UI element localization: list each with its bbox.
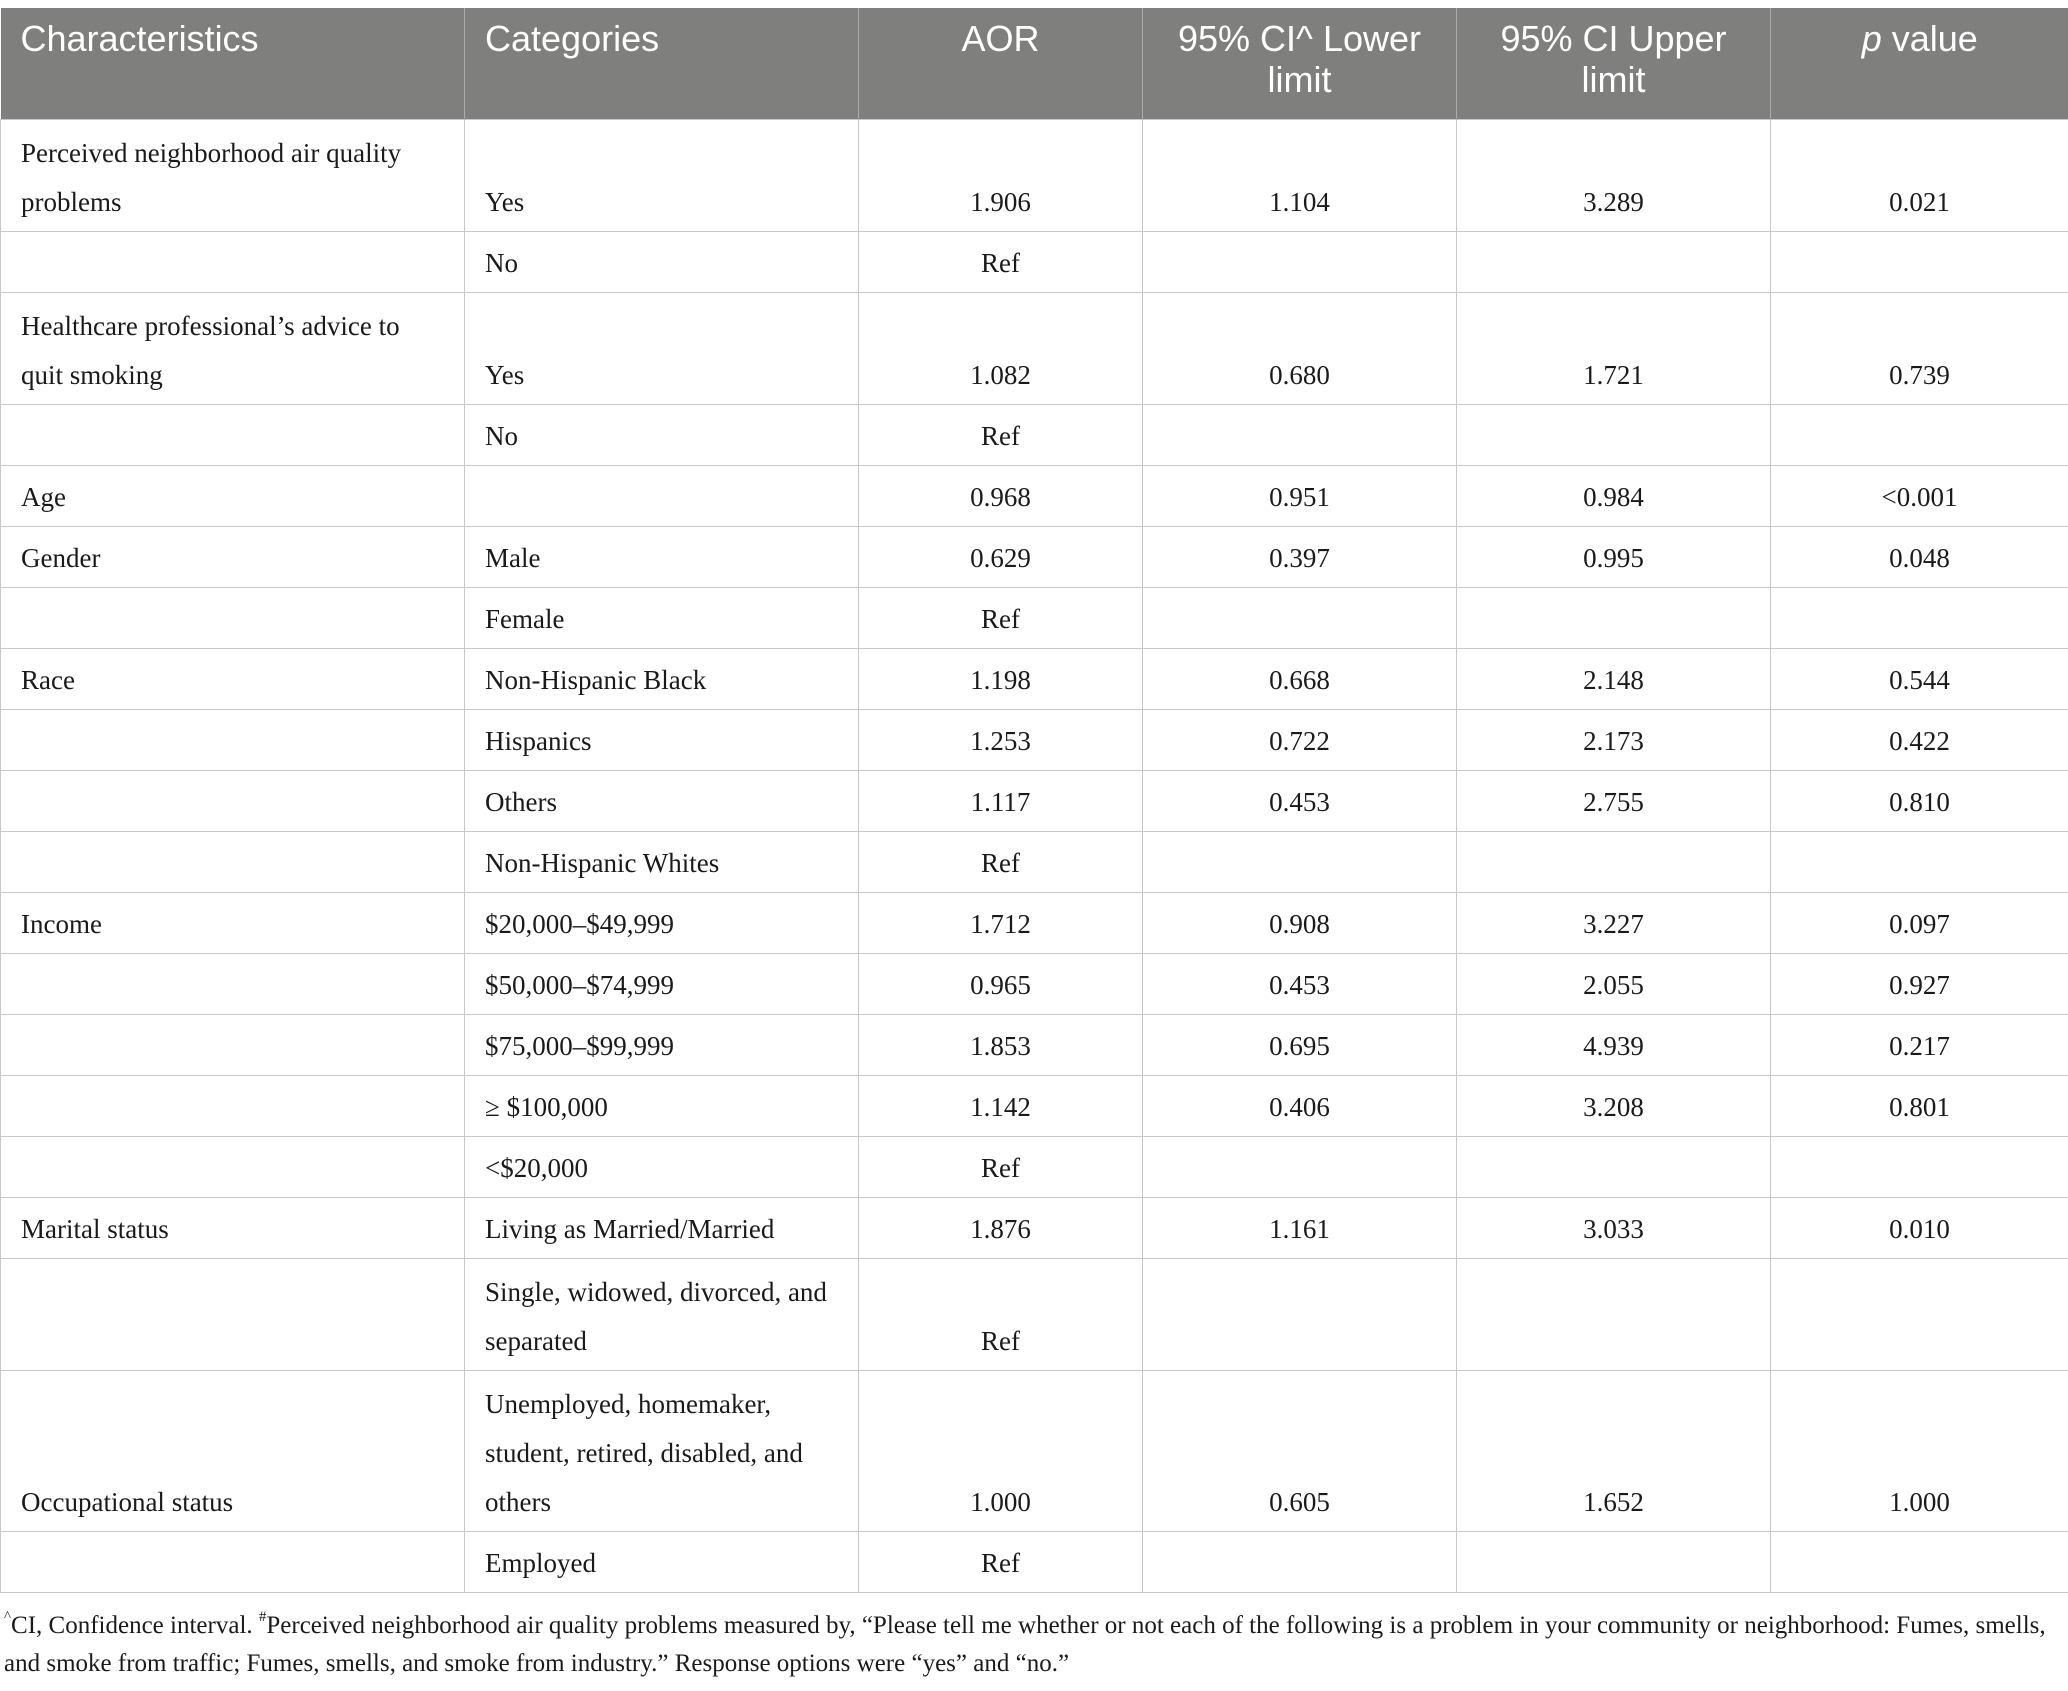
table-body: [1, 119, 2068, 1592]
cell-characteristic: [1, 1258, 465, 1370]
cell-aor: Ref: [859, 1136, 1143, 1197]
cell-category: Single, widowed, divorced, and separated: [465, 1258, 859, 1370]
cell-aor: Ref: [859, 1258, 1143, 1370]
cell-p-value: [1771, 231, 2068, 292]
cell-ci-upper: [1457, 587, 1771, 648]
cell-ci-upper: 1.652: [1457, 1370, 1771, 1531]
table-row: [1, 1370, 2068, 1531]
table-footnote: [0, 1607, 2068, 1683]
cell-ci-lower: 0.397: [1143, 526, 1457, 587]
cell-characteristic: [1, 1075, 465, 1136]
cell-aor: Ref: [859, 404, 1143, 465]
cell-ci-upper: 2.755: [1457, 770, 1771, 831]
cell-category: Yes: [465, 292, 859, 404]
cell-category: Female: [465, 587, 859, 648]
cell-category: $20,000–$49,999: [465, 892, 859, 953]
cell-ci-upper: [1457, 404, 1771, 465]
table-row: [1, 1136, 2068, 1197]
cell-characteristic: Occupational status: [1, 1370, 465, 1531]
cell-aor: 1.198: [859, 648, 1143, 709]
cell-ci-lower: [1143, 1136, 1457, 1197]
cell-ci-upper: 3.289: [1457, 119, 1771, 231]
cell-p-value: 0.927: [1771, 953, 2068, 1014]
cell-p-value: [1771, 1258, 2068, 1370]
cell-category: Employed: [465, 1531, 859, 1592]
cell-category: Yes: [465, 119, 859, 231]
cell-category: ≥ $100,000: [465, 1075, 859, 1136]
cell-ci-upper: 2.173: [1457, 709, 1771, 770]
cell-ci-lower: 1.161: [1143, 1197, 1457, 1258]
cell-aor: 0.629: [859, 526, 1143, 587]
cell-ci-upper: 0.984: [1457, 465, 1771, 526]
cell-p-value: [1771, 1136, 2068, 1197]
table-row: [1, 709, 2068, 770]
cell-characteristic: [1, 770, 465, 831]
cell-characteristic: Race: [1, 648, 465, 709]
table-row: [1, 1014, 2068, 1075]
cell-category: No: [465, 404, 859, 465]
cell-ci-upper: 3.208: [1457, 1075, 1771, 1136]
cell-ci-lower: 0.605: [1143, 1370, 1457, 1531]
cell-p-value: 1.000: [1771, 1370, 2068, 1531]
table-header: [1, 8, 2068, 119]
cell-ci-lower: 0.453: [1143, 770, 1457, 831]
cell-category: <$20,000: [465, 1136, 859, 1197]
table-row: [1, 831, 2068, 892]
cell-characteristic: [1, 953, 465, 1014]
cell-ci-upper: [1457, 231, 1771, 292]
table-row: [1, 292, 2068, 404]
cell-ci-upper: [1457, 831, 1771, 892]
table-row: [1, 892, 2068, 953]
cell-category: No: [465, 231, 859, 292]
cell-characteristic: [1, 231, 465, 292]
cell-ci-upper: [1457, 1136, 1771, 1197]
cell-characteristic: Income: [1, 892, 465, 953]
cell-category: Living as Married/Married: [465, 1197, 859, 1258]
cell-ci-upper: [1457, 1531, 1771, 1592]
cell-category: Non-Hispanic Black: [465, 648, 859, 709]
cell-characteristic: [1, 1014, 465, 1075]
cell-ci-lower: [1143, 1531, 1457, 1592]
cell-category: Others: [465, 770, 859, 831]
cell-characteristic: Healthcare professional’s advice to quit smoking: [1, 292, 465, 404]
cell-ci-upper: 3.227: [1457, 892, 1771, 953]
cell-aor: 1.253: [859, 709, 1143, 770]
table-row: [1, 953, 2068, 1014]
cell-aor: 1.142: [859, 1075, 1143, 1136]
cell-aor: 0.965: [859, 953, 1143, 1014]
cell-ci-upper: 4.939: [1457, 1014, 1771, 1075]
cell-characteristic: Perceived neighborhood air quality problems: [1, 119, 465, 231]
cell-p-value: 0.010: [1771, 1197, 2068, 1258]
cell-aor: Ref: [859, 231, 1143, 292]
table-row: [1, 587, 2068, 648]
footnote-hash-marker: #: [258, 1609, 267, 1625]
footnote-text: Perceived neighborhood air quality problems measured by, “Please tell me whether or not each of the following is a problem in your community or neighborhood: Fumes, smells, and smoke from traffic; Fumes, smells, and smoke from industry.” Response options were “yes” and “no.”: [4, 1612, 2046, 1677]
cell-ci-upper: 0.995: [1457, 526, 1771, 587]
header-aor: AOR: [859, 8, 1143, 119]
cell-p-value: [1771, 1531, 2068, 1592]
footnote-ci-definition: CI, Confidence interval.: [11, 1612, 259, 1639]
cell-category: $50,000–$74,999: [465, 953, 859, 1014]
cell-characteristic: Gender: [1, 526, 465, 587]
cell-p-value: <0.001: [1771, 465, 2068, 526]
cell-p-value: 0.810: [1771, 770, 2068, 831]
cell-ci-lower: [1143, 587, 1457, 648]
cell-p-value: [1771, 587, 2068, 648]
cell-ci-lower: [1143, 1258, 1457, 1370]
cell-ci-lower: 0.695: [1143, 1014, 1457, 1075]
header-ci-lower: 95% CI^ Lower limit: [1143, 8, 1457, 119]
cell-category: $75,000–$99,999: [465, 1014, 859, 1075]
cell-p-value: 0.739: [1771, 292, 2068, 404]
cell-characteristic: [1, 831, 465, 892]
table-row: [1, 648, 2068, 709]
cell-p-value: 0.422: [1771, 709, 2068, 770]
cell-ci-lower: 0.668: [1143, 648, 1457, 709]
table-row: [1, 1258, 2068, 1370]
table-row: [1, 526, 2068, 587]
cell-characteristic: [1, 709, 465, 770]
cell-category: [465, 465, 859, 526]
cell-ci-upper: 2.055: [1457, 953, 1771, 1014]
table-row: [1, 1531, 2068, 1592]
cell-category: Non-Hispanic Whites: [465, 831, 859, 892]
table-row: [1, 231, 2068, 292]
cell-ci-lower: 0.406: [1143, 1075, 1457, 1136]
cell-p-value: 0.097: [1771, 892, 2068, 953]
cell-p-value: 0.021: [1771, 119, 2068, 231]
cell-ci-upper: 1.721: [1457, 292, 1771, 404]
table-row: [1, 404, 2068, 465]
regression-table: [0, 8, 2068, 1593]
cell-aor: 1.117: [859, 770, 1143, 831]
cell-aor: Ref: [859, 587, 1143, 648]
cell-ci-upper: [1457, 1258, 1771, 1370]
header-p-value: [1771, 8, 2068, 119]
cell-characteristic: Marital status: [1, 1197, 465, 1258]
header-characteristics: Characteristics: [1, 8, 465, 119]
cell-category: Male: [465, 526, 859, 587]
table-row: [1, 1197, 2068, 1258]
header-row: [1, 8, 2068, 119]
table-row: [1, 465, 2068, 526]
cell-p-value: 0.048: [1771, 526, 2068, 587]
cell-ci-lower: 0.680: [1143, 292, 1457, 404]
cell-aor: 1.853: [859, 1014, 1143, 1075]
cell-aor: 1.906: [859, 119, 1143, 231]
cell-aor: 1.000: [859, 1370, 1143, 1531]
cell-p-value: [1771, 831, 2068, 892]
table-container: [0, 8, 2068, 1593]
header-categories: Categories: [465, 8, 859, 119]
header-p-italic: p: [1861, 18, 1882, 59]
cell-characteristic: Age: [1, 465, 465, 526]
cell-ci-lower: [1143, 404, 1457, 465]
cell-characteristic: [1, 1136, 465, 1197]
cell-p-value: 0.544: [1771, 648, 2068, 709]
cell-category: Hispanics: [465, 709, 859, 770]
cell-characteristic: [1, 404, 465, 465]
cell-ci-upper: 3.033: [1457, 1197, 1771, 1258]
cell-ci-lower: [1143, 231, 1457, 292]
cell-ci-lower: 0.951: [1143, 465, 1457, 526]
cell-ci-lower: 1.104: [1143, 119, 1457, 231]
cell-p-value: 0.217: [1771, 1014, 2068, 1075]
header-ci-upper: 95% CI Upper limit: [1457, 8, 1771, 119]
table-row: [1, 1075, 2068, 1136]
cell-p-value: 0.801: [1771, 1075, 2068, 1136]
table-row: [1, 119, 2068, 231]
cell-ci-lower: 0.453: [1143, 953, 1457, 1014]
cell-ci-lower: 0.908: [1143, 892, 1457, 953]
header-p-rest: value: [1881, 18, 1978, 59]
cell-aor: 1.082: [859, 292, 1143, 404]
cell-aor: 1.712: [859, 892, 1143, 953]
cell-category: Unemployed, homemaker, student, retired, disabled, and others: [465, 1370, 859, 1531]
cell-aor: 1.876: [859, 1197, 1143, 1258]
footnote-caret-marker: ^: [4, 1609, 12, 1625]
cell-aor: Ref: [859, 831, 1143, 892]
cell-p-value: [1771, 404, 2068, 465]
cell-aor: 0.968: [859, 465, 1143, 526]
cell-ci-lower: 0.722: [1143, 709, 1457, 770]
cell-ci-lower: [1143, 831, 1457, 892]
cell-aor: Ref: [859, 1531, 1143, 1592]
table-row: [1, 770, 2068, 831]
cell-ci-upper: 2.148: [1457, 648, 1771, 709]
cell-characteristic: [1, 587, 465, 648]
cell-characteristic: [1, 1531, 465, 1592]
